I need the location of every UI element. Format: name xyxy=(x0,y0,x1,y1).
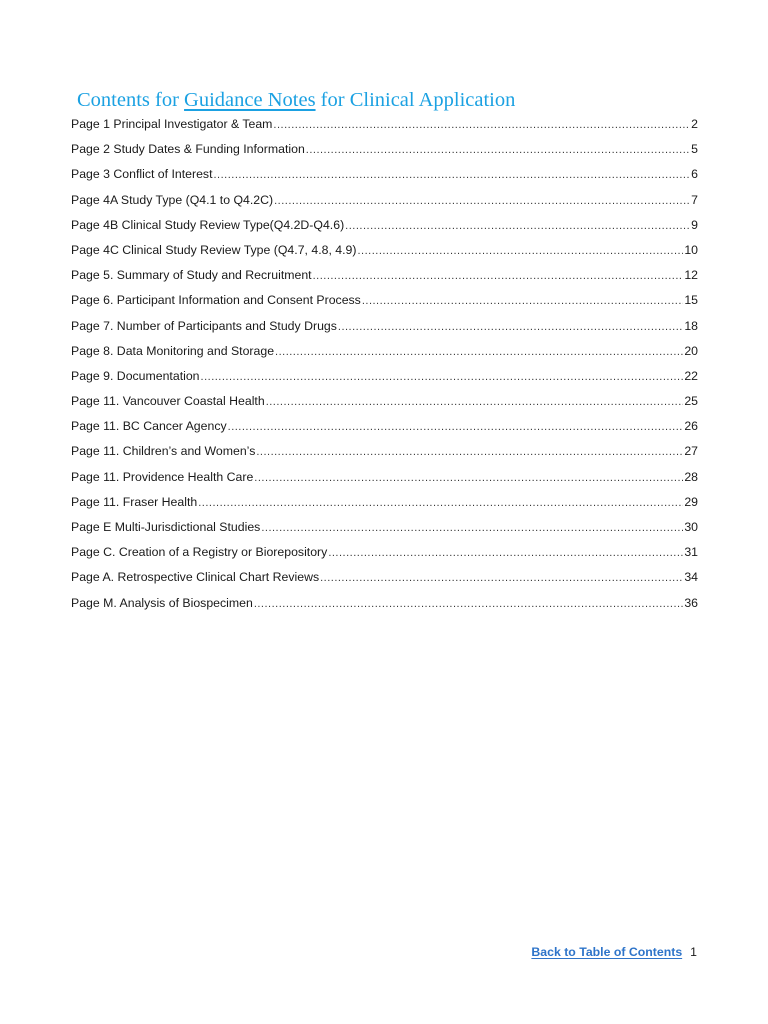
toc-entry-page-number: 10 xyxy=(684,242,698,257)
toc-entry-page-number: 7 xyxy=(691,192,698,207)
toc-entry-page-number: 12 xyxy=(684,268,698,283)
toc-entry-label: Page 3 Conflict of Interest xyxy=(71,167,213,182)
toc-entry[interactable] xyxy=(71,467,698,492)
toc-entry-page-number: 22 xyxy=(684,368,698,383)
toc-entry-page-number: 6 xyxy=(691,167,698,182)
toc-entry-label: Page 4A Study Type (Q4.1 to Q4.2C) xyxy=(71,192,274,207)
toc-entry-label: Page 11. Fraser Health xyxy=(71,494,198,509)
toc-entry-label: Page E Multi-Jurisdictional Studies xyxy=(71,520,261,534)
toc-entry-label: Page C. Creation of a Registry or Biorepository xyxy=(71,545,328,560)
page-number: 1 xyxy=(690,945,697,959)
toc-entry-page-number: 27 xyxy=(684,444,698,459)
toc-entry-label: Page 9. Documentation xyxy=(71,368,200,383)
toc-entry-label: Page 11. Children’s and Women’s xyxy=(71,444,256,459)
toc-entry-label: Page 5. Summary of Study and Recruitment xyxy=(71,268,312,283)
toc-dot-leader xyxy=(274,191,690,211)
toc-entry-label: Page 2 Study Dates & Funding Information xyxy=(71,142,305,157)
toc-dot-leader xyxy=(273,115,690,135)
toc-entry-page-number: 28 xyxy=(684,469,698,484)
toc-entry-label: Page 11. BC Cancer Agency xyxy=(71,419,227,434)
toc-entry-page-number: 15 xyxy=(684,293,698,308)
toc-dot-leader xyxy=(254,594,684,614)
toc-entry-page-number: 29 xyxy=(684,494,698,509)
toc-dot-leader xyxy=(328,543,683,563)
toc-entry[interactable] xyxy=(71,290,698,315)
toc-dot-leader xyxy=(275,342,683,362)
toc-entry[interactable] xyxy=(71,593,698,618)
toc-entry[interactable] xyxy=(71,542,698,567)
toc-entry-page-number: 34 xyxy=(684,570,698,585)
toc-entry-page-number: 25 xyxy=(684,394,698,409)
toc-entry-page-number: 5 xyxy=(691,142,698,157)
toc-entry-label: Page 11. Providence Health Care xyxy=(71,469,254,484)
toc-entry[interactable] xyxy=(71,416,698,441)
toc-entry[interactable] xyxy=(71,316,698,341)
toc-entry-page-number: 30 xyxy=(684,520,698,534)
toc-dot-leader xyxy=(261,518,683,538)
toc-entry-label: Page 11. Vancouver Coastal Health xyxy=(71,394,265,409)
toc-entry[interactable] xyxy=(71,215,698,240)
toc-entry[interactable] xyxy=(71,492,698,517)
toc-dot-leader xyxy=(254,468,683,488)
toc-entry-label: Page 7. Number of Participants and Study Drugs xyxy=(71,318,337,333)
title-prefix: Contents for xyxy=(77,89,185,111)
toc-dot-leader xyxy=(266,392,684,412)
toc-entry[interactable] xyxy=(71,114,698,139)
toc-entry-label: Page 4C Clinical Study Review Type (Q4.7, 4.8, 4.9) xyxy=(71,242,357,257)
toc-entry-label: Page 4B Clinical Study Review Type(Q4.2D-Q4.6) xyxy=(71,217,345,232)
page-title xyxy=(77,87,515,113)
toc-entry-label: Page M. Analysis of Biospecimen xyxy=(71,595,253,610)
back-to-toc-link[interactable]: Back to Table of Contents xyxy=(531,945,683,959)
toc-entry-label: Page 1 Principal Investigator & Team xyxy=(71,117,273,131)
toc-entry[interactable] xyxy=(71,139,698,164)
table-of-contents xyxy=(71,114,698,618)
toc-dot-leader xyxy=(338,317,683,337)
toc-dot-leader xyxy=(198,493,683,513)
toc-entry-page-number: 36 xyxy=(684,595,698,610)
toc-entry[interactable] xyxy=(71,366,698,391)
toc-entry[interactable] xyxy=(71,441,698,466)
toc-entry-label: Page 8. Data Monitoring and Storage xyxy=(71,343,275,358)
toc-dot-leader xyxy=(320,568,683,588)
toc-entry[interactable] xyxy=(71,567,698,592)
toc-dot-leader xyxy=(362,291,683,311)
toc-entry[interactable] xyxy=(71,341,698,366)
toc-entry[interactable] xyxy=(71,164,698,189)
toc-dot-leader xyxy=(256,442,683,462)
page-footer xyxy=(531,943,697,961)
toc-entry-page-number: 20 xyxy=(684,343,698,358)
toc-entry[interactable] xyxy=(71,240,698,265)
toc-dot-leader xyxy=(306,140,690,160)
toc-entry-page-number: 2 xyxy=(691,117,698,131)
guidance-notes-link[interactable]: Guidance Notes xyxy=(184,89,316,111)
toc-entry-page-number: 26 xyxy=(684,419,698,434)
toc-entry-page-number: 18 xyxy=(684,318,698,333)
toc-dot-leader xyxy=(313,266,684,286)
toc-dot-leader xyxy=(214,165,691,185)
toc-entry[interactable] xyxy=(71,190,698,215)
toc-dot-leader xyxy=(345,216,690,236)
toc-entry-page-number: 31 xyxy=(684,545,698,560)
toc-entry[interactable] xyxy=(71,517,698,542)
toc-entry[interactable] xyxy=(71,391,698,416)
toc-dot-leader xyxy=(357,241,683,261)
toc-entry[interactable] xyxy=(71,265,698,290)
toc-entry-label: Page 6. Participant Information and Consent Process xyxy=(71,293,361,308)
toc-dot-leader xyxy=(228,417,684,437)
toc-entry-page-number: 9 xyxy=(691,217,698,232)
toc-dot-leader xyxy=(201,367,684,387)
toc-entry-label: Page A. Retrospective Clinical Chart Reviews xyxy=(71,570,320,585)
title-suffix: for Clinical Application xyxy=(315,89,516,111)
